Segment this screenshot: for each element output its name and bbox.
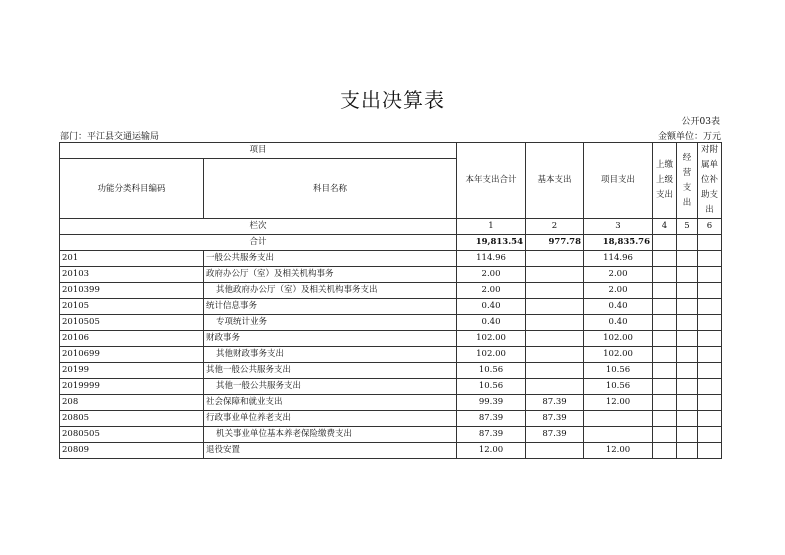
col-num: 3 xyxy=(584,219,653,235)
code-cell: 20105 xyxy=(60,299,204,315)
total-expense-cell: 12.00 xyxy=(457,443,526,459)
empty-cell xyxy=(653,347,677,363)
total-basic: 977.78 xyxy=(526,235,584,251)
empty-cell xyxy=(677,251,698,267)
subject-name-cell: 社会保障和就业支出 xyxy=(204,395,457,411)
basic-expense-cell xyxy=(526,299,584,315)
empty-cell xyxy=(698,267,722,283)
basic-expense-cell xyxy=(526,379,584,395)
empty-cell xyxy=(653,395,677,411)
empty-cell xyxy=(677,283,698,299)
basic-expense-cell xyxy=(526,267,584,283)
subject-name-cell: 专项统计业务 xyxy=(204,315,457,331)
total-expense-cell: 87.39 xyxy=(457,427,526,443)
project-expense-cell: 102.00 xyxy=(584,331,653,347)
empty-cell xyxy=(653,331,677,347)
total-expense-cell: 2.00 xyxy=(457,283,526,299)
subject-name-cell: 财政事务 xyxy=(204,331,457,347)
col-num: 5 xyxy=(677,219,698,235)
subject-name-cell: 统计信息事务 xyxy=(204,299,457,315)
project-expense-cell xyxy=(584,427,653,443)
subject-name-cell: 政府办公厅（室）及相关机构事务 xyxy=(204,267,457,283)
empty-cell xyxy=(677,427,698,443)
code-cell: 20199 xyxy=(60,363,204,379)
total-row xyxy=(60,235,722,251)
total-expense-cell: 2.00 xyxy=(457,267,526,283)
page-title: 支出决算表 xyxy=(340,88,445,112)
table-row xyxy=(60,251,722,267)
col-num: 2 xyxy=(526,219,584,235)
department-label: 部门：平江县交通运输局 xyxy=(60,132,160,142)
total-expense-cell: 102.00 xyxy=(457,347,526,363)
total-expense-cell: 10.56 xyxy=(457,363,526,379)
total-amount: 19,813.54 xyxy=(457,235,526,251)
header-basic-expense: 基本支出 xyxy=(526,143,584,219)
subject-name-cell: 一般公共服务支出 xyxy=(204,251,457,267)
basic-expense-cell xyxy=(526,347,584,363)
table-row xyxy=(60,411,722,427)
table-row xyxy=(60,331,722,347)
code-cell: 20106 xyxy=(60,331,204,347)
table-row xyxy=(60,427,722,443)
code-cell: 20809 xyxy=(60,443,204,459)
empty-cell xyxy=(698,411,722,427)
total-expense-cell: 114.96 xyxy=(457,251,526,267)
empty-cell xyxy=(677,379,698,395)
empty-cell xyxy=(698,395,722,411)
project-expense-cell: 12.00 xyxy=(584,395,653,411)
table-row xyxy=(60,347,722,363)
empty-cell xyxy=(653,267,677,283)
empty-cell xyxy=(677,347,698,363)
empty-cell xyxy=(677,411,698,427)
code-cell: 20805 xyxy=(60,411,204,427)
project-expense-cell: 2.00 xyxy=(584,283,653,299)
expenditure-table xyxy=(59,142,722,459)
empty-cell xyxy=(698,443,722,459)
project-expense-cell: 114.96 xyxy=(584,251,653,267)
empty-cell xyxy=(677,315,698,331)
total-label: 合计 xyxy=(60,235,457,251)
empty-cell xyxy=(698,347,722,363)
total-expense-cell: 0.40 xyxy=(457,299,526,315)
code-cell: 2010505 xyxy=(60,315,204,331)
code-cell: 2010399 xyxy=(60,283,204,299)
empty-cell xyxy=(698,379,722,395)
empty-cell xyxy=(698,427,722,443)
code-cell: 2019999 xyxy=(60,379,204,395)
basic-expense-cell xyxy=(526,363,584,379)
column-label: 栏次 xyxy=(60,219,457,235)
subject-name-cell: 其他财政事务支出 xyxy=(204,347,457,363)
subject-name-cell: 退役安置 xyxy=(204,443,457,459)
basic-expense-cell: 87.39 xyxy=(526,427,584,443)
header-row-1 xyxy=(60,143,722,159)
header-total-expense: 本年支出合计 xyxy=(457,143,526,219)
code-cell: 2080505 xyxy=(60,427,204,443)
empty-cell xyxy=(653,315,677,331)
project-expense-cell: 0.40 xyxy=(584,315,653,331)
total-expense-cell: 99.39 xyxy=(457,395,526,411)
code-cell: 201 xyxy=(60,251,204,267)
empty-cell xyxy=(698,331,722,347)
table-row xyxy=(60,363,722,379)
total-expense-cell: 102.00 xyxy=(457,331,526,347)
empty-cell xyxy=(653,251,677,267)
table-row xyxy=(60,283,722,299)
table-row xyxy=(60,299,722,315)
basic-expense-cell xyxy=(526,443,584,459)
empty-cell xyxy=(653,427,677,443)
empty-cell xyxy=(698,251,722,267)
col-num: 1 xyxy=(457,219,526,235)
project-expense-cell xyxy=(584,411,653,427)
total-expense-cell: 10.56 xyxy=(457,379,526,395)
empty-cell xyxy=(677,331,698,347)
data-rows xyxy=(60,251,722,459)
empty-cell xyxy=(653,443,677,459)
project-expense-cell: 2.00 xyxy=(584,267,653,283)
subject-name-cell: 其他一般公共服务支出 xyxy=(204,379,457,395)
form-number: 公开03表 xyxy=(681,117,720,127)
header-func-code: 功能分类科目编码 xyxy=(60,159,204,219)
col-num: 6 xyxy=(698,219,722,235)
empty-cell xyxy=(677,443,698,459)
empty-cell xyxy=(677,395,698,411)
subject-name-cell: 机关事业单位基本养老保险缴费支出 xyxy=(204,427,457,443)
table-row xyxy=(60,315,722,331)
basic-expense-cell xyxy=(526,315,584,331)
col-num: 4 xyxy=(653,219,677,235)
empty-cell xyxy=(653,363,677,379)
basic-expense-cell xyxy=(526,283,584,299)
header-subject-name: 科目名称 xyxy=(204,159,457,219)
basic-expense-cell: 87.39 xyxy=(526,411,584,427)
empty-cell xyxy=(653,379,677,395)
empty-cell xyxy=(653,299,677,315)
code-cell: 208 xyxy=(60,395,204,411)
column-number-row xyxy=(60,219,722,235)
header-upper-remit: 上缴上级支出 xyxy=(653,143,677,219)
subject-name-cell: 其他政府办公厅（室）及相关机构事务支出 xyxy=(204,283,457,299)
basic-expense-cell xyxy=(526,331,584,347)
header-project-expense: 项目支出 xyxy=(584,143,653,219)
empty-cell xyxy=(653,411,677,427)
header-project: 项目 xyxy=(60,143,457,159)
table-row xyxy=(60,443,722,459)
code-cell: 20103 xyxy=(60,267,204,283)
table-row xyxy=(60,267,722,283)
empty-cell xyxy=(698,363,722,379)
subject-name-cell: 其他一般公共服务支出 xyxy=(204,363,457,379)
empty-cell xyxy=(698,315,722,331)
empty-cell xyxy=(677,299,698,315)
subject-name-cell: 行政事业单位养老支出 xyxy=(204,411,457,427)
code-cell: 2010699 xyxy=(60,347,204,363)
basic-expense-cell: 87.39 xyxy=(526,395,584,411)
total-expense-cell: 0.40 xyxy=(457,315,526,331)
total-expense-cell: 87.39 xyxy=(457,411,526,427)
empty-cell xyxy=(698,283,722,299)
project-expense-cell: 0.40 xyxy=(584,299,653,315)
empty-cell xyxy=(653,283,677,299)
project-expense-cell: 12.00 xyxy=(584,443,653,459)
table-row xyxy=(60,395,722,411)
basic-expense-cell xyxy=(526,251,584,267)
project-expense-cell: 10.56 xyxy=(584,363,653,379)
project-expense-cell: 10.56 xyxy=(584,379,653,395)
header-business-expense: 经营支出 xyxy=(677,143,698,219)
empty-cell xyxy=(677,363,698,379)
total-project: 18,835.76 xyxy=(584,235,653,251)
empty-cell xyxy=(698,299,722,315)
amount-unit-label: 金额单位：万元 xyxy=(657,132,721,142)
empty-cell xyxy=(677,267,698,283)
table-row xyxy=(60,379,722,395)
project-expense-cell: 102.00 xyxy=(584,347,653,363)
header-subsidiary-subsidy: 对附属单位补助支出 xyxy=(698,143,722,219)
